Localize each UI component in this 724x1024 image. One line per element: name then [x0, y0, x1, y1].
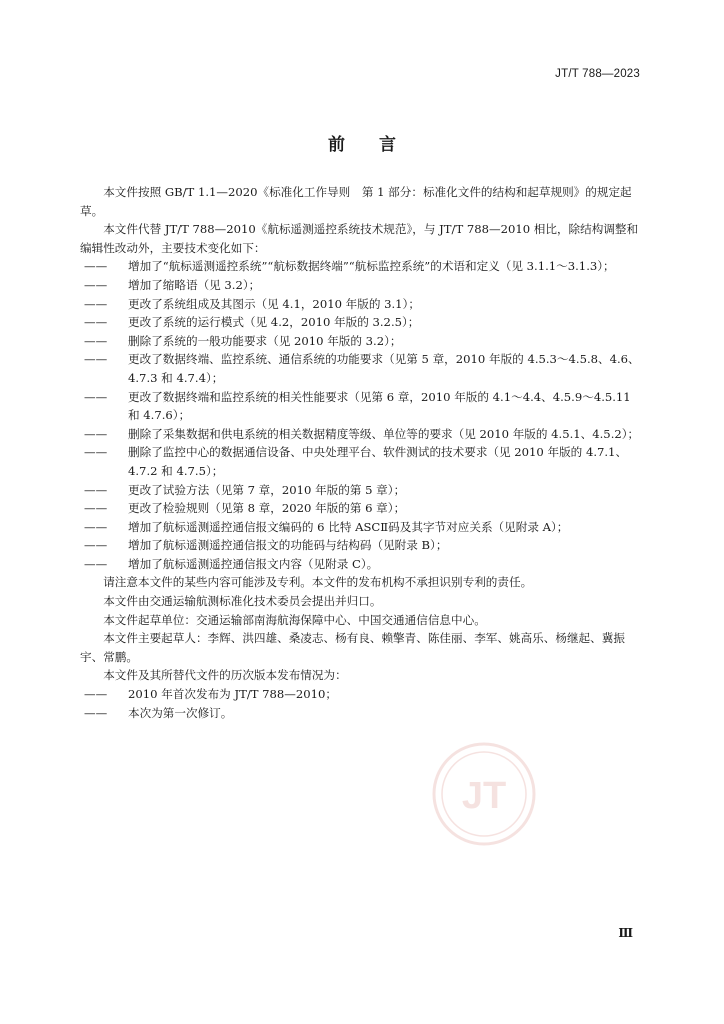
jt-watermark-logo: [430, 740, 538, 848]
paragraph-history-intro: 本文件及其所替代文件的历次版本发布情况为：: [103, 668, 347, 683]
svg-text:JT: JT: [461, 775, 507, 817]
list-item: —— 本次为第一次修订。: [80, 704, 645, 723]
list-item: —— 更改了数据终端、监控系统、通信系统的功能要求（见第 5 章，2010 年版的 4.5.3～4.5.8、4.6、4.7.3 和 4.7.4）；: [84, 352, 640, 385]
paragraph-patent-notice: 请注意本文件的某些内容可能涉及专利。本文件的发布机构不承担识别专利的责任。: [103, 575, 533, 590]
dash-mark: ——: [84, 482, 108, 497]
dash-mark: ——: [84, 315, 108, 330]
list-item: —— 更改了系统组成及其图示（见 4.1，2010 年版的 3.1）；: [80, 295, 645, 314]
list-item: —— 2010 年首次发布为 JT/T 788—2010；: [80, 685, 645, 704]
list-item: —— 删除了采集数据和供电系统的相关数据精度等级、单位等的要求（见 2010 年版的 4.5.1、4.5.2）；: [80, 425, 645, 444]
list-item: —— 更改了试验方法（见第 7 章，2010 年版的第 5 章）；: [80, 481, 645, 500]
list-item: —— 更改了检验规则（见第 8 章，2020 年版的第 6 章）；: [80, 499, 645, 518]
dash-mark: ——: [84, 705, 108, 720]
list-item: —— 增加了航标遥测遥控通信报文的功能码与结构码（见附录 B）；: [80, 536, 645, 555]
list-item: —— 删除了监控中心的数据通信设备、中央处理平台、软件测试的技术要求（见 2010 年版的 4.7.1、4.7.2 和 4.7.5）；: [84, 445, 628, 478]
dash-mark: ——: [84, 426, 108, 441]
dash-mark: ——: [84, 687, 108, 702]
dash-mark: ——: [84, 445, 108, 460]
dash-mark: ——: [84, 296, 108, 311]
paragraph-replaces: 本文件代替 JT/T 788—2010《航标遥测遥控系统技术规范》，与 JT/T 788—2010 相比，除结构调整和编辑性改动外，主要技术变化如下：: [80, 222, 639, 255]
changes-list: [80, 257, 645, 573]
paragraph-drafters: 本文件主要起草人：李辉、洪四雄、桑凌志、杨有良、赖擎青、陈佳丽、李军、姚高乐、杨继起、冀振宇、常鹏。: [80, 631, 625, 664]
list-item: —— 增加了航标遥测遥控通信报文内容（见附录 C）。: [80, 555, 645, 574]
paragraph-drafting-units: 本文件起草单位：交通运输部南海航海保障中心、中国交通通信信息中心。: [103, 612, 486, 627]
dash-mark: ——: [84, 259, 108, 274]
history-list: [80, 685, 645, 722]
standard-code: JT/T 788—2023: [555, 68, 640, 80]
dash-mark: ——: [84, 333, 108, 348]
document-body: [80, 183, 645, 722]
dash-mark: ——: [84, 501, 108, 516]
paragraph-scope: 本文件按照 GB/T 1.1—2020《标准化工作导则 第 1 部分：标准化文件的结构和起草规则》的规定起草。: [80, 185, 632, 218]
dash-mark: ——: [84, 389, 108, 404]
list-item: —— 增加了缩略语（见 3.2）；: [80, 276, 645, 295]
list-item: —— 删除了系统的一般功能要求（见 2010 年版的 3.2）；: [80, 332, 645, 351]
list-item: —— 增加了航标遥测遥控通信报文编码的 6 比特 ASCⅡ码及其字节对应关系（见附录 A）；: [80, 518, 645, 537]
dash-mark: ——: [84, 556, 108, 571]
list-item: —— 更改了系统的运行模式（见 4.2，2010 年版的 3.2.5）；: [80, 313, 645, 332]
list-item: —— 增加了“航标遥测遥控系统”“航标数据终端”“航标监控系统”的术语和定义（见 3.1.1～3.1.3）；: [80, 257, 645, 276]
dash-mark: ——: [84, 277, 108, 292]
dash-mark: ——: [84, 352, 108, 367]
dash-mark: ——: [84, 519, 108, 534]
list-item: —— 更改了数据终端和监控系统的相关性能要求（见第 6 章，2010 年版的 4.1～4.4、4.5.9～4.5.11 和 4.7.6）；: [84, 389, 631, 423]
page-title: 前言: [328, 135, 430, 155]
page-number: Ⅲ: [618, 926, 633, 940]
paragraph-proposer: 本文件由交通运输航测标准化技术委员会提出并归口。: [103, 594, 382, 609]
dash-mark: ——: [84, 538, 108, 553]
